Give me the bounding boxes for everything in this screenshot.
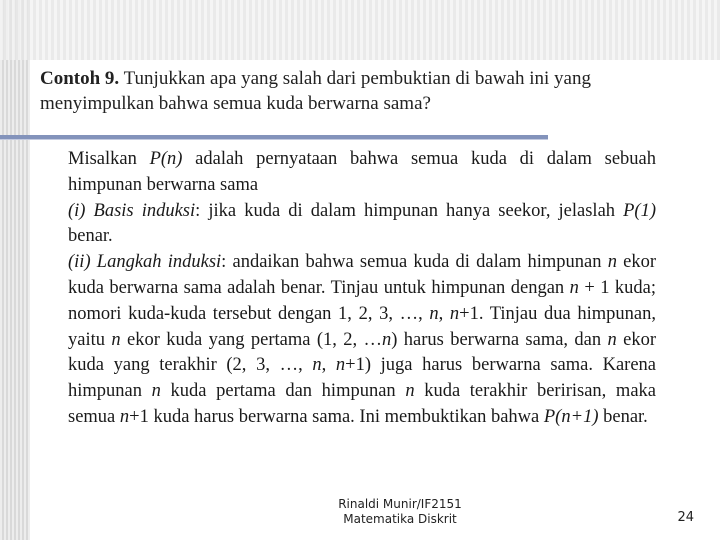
page-number: 24 <box>677 510 694 525</box>
induction-expr: P(n+1) <box>543 406 599 427</box>
var-n: n <box>382 329 392 350</box>
top-decorative-band <box>0 0 720 60</box>
basis-label: (i) Basis induksi <box>68 200 196 221</box>
var-n: n <box>607 329 617 350</box>
induction-text: ekor kuda yang terakhir (2, 3, …, <box>68 329 656 376</box>
induction-text: +1 kuda harus berwarna sama. Ini membuktikan bahwa <box>129 406 544 427</box>
slide-footer <box>300 497 500 527</box>
induction-text: : andaikan bahwa semua kuda di dalam himpunan <box>221 252 608 273</box>
example-label: Contoh 9. <box>40 68 120 89</box>
basis-expr: P(1) <box>623 200 656 221</box>
induction-text: +1. Tinjau dua himpunan, yaitu <box>68 303 656 350</box>
proof-premise <box>68 147 656 199</box>
footer-author: Rinaldi Munir/IF2151 <box>338 497 462 511</box>
premise-text: Misalkan <box>68 149 150 169</box>
var-n: n <box>569 277 579 298</box>
var-n: n <box>335 355 346 376</box>
var-n: n <box>429 303 439 324</box>
var-n: n <box>405 381 415 402</box>
basis-text: : jika kuda di dalam himpunan hanya seekor, jelaslah <box>195 200 624 221</box>
left-decorative-band <box>0 0 30 540</box>
induction-end: benar. <box>598 406 648 427</box>
var-n: n <box>312 355 322 376</box>
induction-text: kuda pertama dan himpunan <box>160 381 406 402</box>
footer-course: Matematika Diskrit <box>343 512 457 526</box>
slide-title <box>40 66 680 116</box>
induction-text: ) harus berwarna sama, dan <box>391 329 608 350</box>
var-n: n <box>151 381 161 402</box>
example-question: Tunjukkan apa yang salah dari pembuktian di bawah ini yang menyimpulkan bahwa semua kuda berwarna sama? <box>40 68 591 114</box>
proof-basis <box>68 199 656 251</box>
title-divider <box>0 135 548 139</box>
var-n: n <box>607 252 617 273</box>
induction-text: + 1 kuda; nomori kuda-kuda tersebut dengan 1, 2, 3, …, <box>68 277 656 324</box>
induction-text: , <box>321 355 336 376</box>
induction-label: (ii) Langkah induksi <box>68 252 222 273</box>
induction-text: , <box>438 303 450 324</box>
induction-text: +1) juga harus berwarna sama. Karena himpunan <box>68 355 657 402</box>
var-n: n <box>111 329 121 350</box>
premise-text-end: adalah pernyataan bahwa semua kuda di dalam sebuah himpunan berwarna sama <box>68 149 656 195</box>
induction-text: kuda terakhir beririsan, maka semua <box>68 381 656 427</box>
proof-text <box>68 147 656 431</box>
induction-text: ekor kuda berwarna sama adalah benar. Tinjau untuk himpunan dengan <box>68 252 656 298</box>
proof-induction <box>68 250 656 431</box>
basis-end: benar. <box>68 226 113 247</box>
divider-shadow <box>0 139 548 140</box>
induction-text: ekor kuda yang pertama (1, 2, … <box>120 329 382 350</box>
var-n: n <box>449 303 460 324</box>
premise-expr: P(n) <box>149 149 183 169</box>
var-n: n <box>119 406 130 427</box>
